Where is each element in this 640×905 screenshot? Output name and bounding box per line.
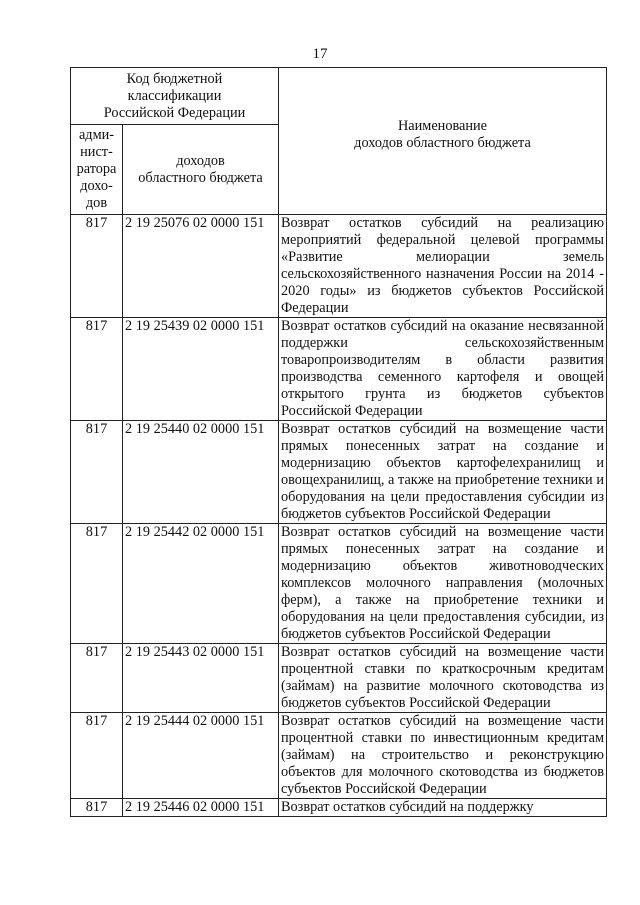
- income-code-cell: 2 19 25443 02 0000 151: [123, 644, 279, 713]
- income-name-cell: Возврат остатков субсидий на возмещение части процентной ставки по краткосрочным кредитам (займам) на развитие молочного скотоводства из бюджетов субъектов Российской Федерации: [279, 644, 607, 713]
- table-row: [71, 421, 607, 524]
- income-code-cell: 2 19 25440 02 0000 151: [123, 421, 279, 524]
- header-name-title: Наименование доходов областного бюджета: [354, 118, 531, 151]
- income-code-cell: 2 19 25444 02 0000 151: [123, 713, 279, 799]
- income-code-cell: 2 19 25446 02 0000 151: [123, 799, 279, 817]
- admin-code-cell: 817: [71, 799, 123, 817]
- admin-code-cell: 817: [71, 421, 123, 524]
- admin-code-cell: 817: [71, 524, 123, 644]
- header-kbk-title: Код бюджетной классификации Российской Федерации: [71, 68, 279, 125]
- table-row: [71, 799, 607, 817]
- header-income-col: доходов областного бюджета: [123, 125, 279, 215]
- income-name-cell: Возврат остатков субсидий на возмещение части процентной ставки по инвестиционным кредитам (займам) на строительство и реконструкцию объектов для молочного скотоводства из бюджетов субъектов Российской Федерации: [279, 713, 607, 799]
- page-number: 17: [312, 46, 328, 62]
- table-row: [71, 644, 607, 713]
- admin-code-cell: 817: [71, 644, 123, 713]
- admin-code-cell: 817: [71, 713, 123, 799]
- income-name-cell: Возврат остатков субсидий на реализацию мероприятий федеральной целевой программы «Развитие мелиорации земель сельскохозяйственного назначения России на 2014 - 2020 годы» из бюджетов субъектов Российской Федерации: [279, 215, 607, 318]
- admin-code-cell: 817: [71, 318, 123, 421]
- table-row: [71, 524, 607, 644]
- table-row: [71, 215, 607, 318]
- header-admin-col: адми- нист- ратора дохо- дов: [71, 125, 123, 215]
- budget-classification-table: [70, 67, 607, 817]
- income-name-cell: Возврат остатков субсидий на оказание несвязанной поддержки сельскохозяйственным товаропроизводителям в области развития производства семенного картофеля и овощей открытого грунта из бюджетов субъектов Российской Федерации: [279, 318, 607, 421]
- table-row: [71, 318, 607, 421]
- income-name-cell: Возврат остатков субсидий на поддержку: [279, 799, 607, 817]
- income-code-cell: 2 19 25442 02 0000 151: [123, 524, 279, 644]
- header-name-cell: [279, 68, 607, 215]
- income-code-cell: 2 19 25439 02 0000 151: [123, 318, 279, 421]
- table-row: [71, 713, 607, 799]
- income-code-cell: 2 19 25076 02 0000 151: [123, 215, 279, 318]
- header-row-top: [71, 68, 607, 125]
- admin-code-cell: 817: [71, 215, 123, 318]
- income-name-cell: Возврат остатков субсидий на возмещение части прямых понесенных затрат на создание и модернизацию объектов картофелехранилищ и овощехранилищ, а также на приобретение техники и оборудования на цели предоставления субсидии из бюджетов субъектов Российской Федерации: [279, 421, 607, 524]
- income-name-cell: Возврат остатков субсидий на возмещение части прямых понесенных затрат на создание и модернизацию объектов животноводческих комплексов молочного направления (молочных ферм), а также на приобретение техники и оборудования на цели предоставления субсидии, из бюджетов субъектов Российской Федерации: [279, 524, 607, 644]
